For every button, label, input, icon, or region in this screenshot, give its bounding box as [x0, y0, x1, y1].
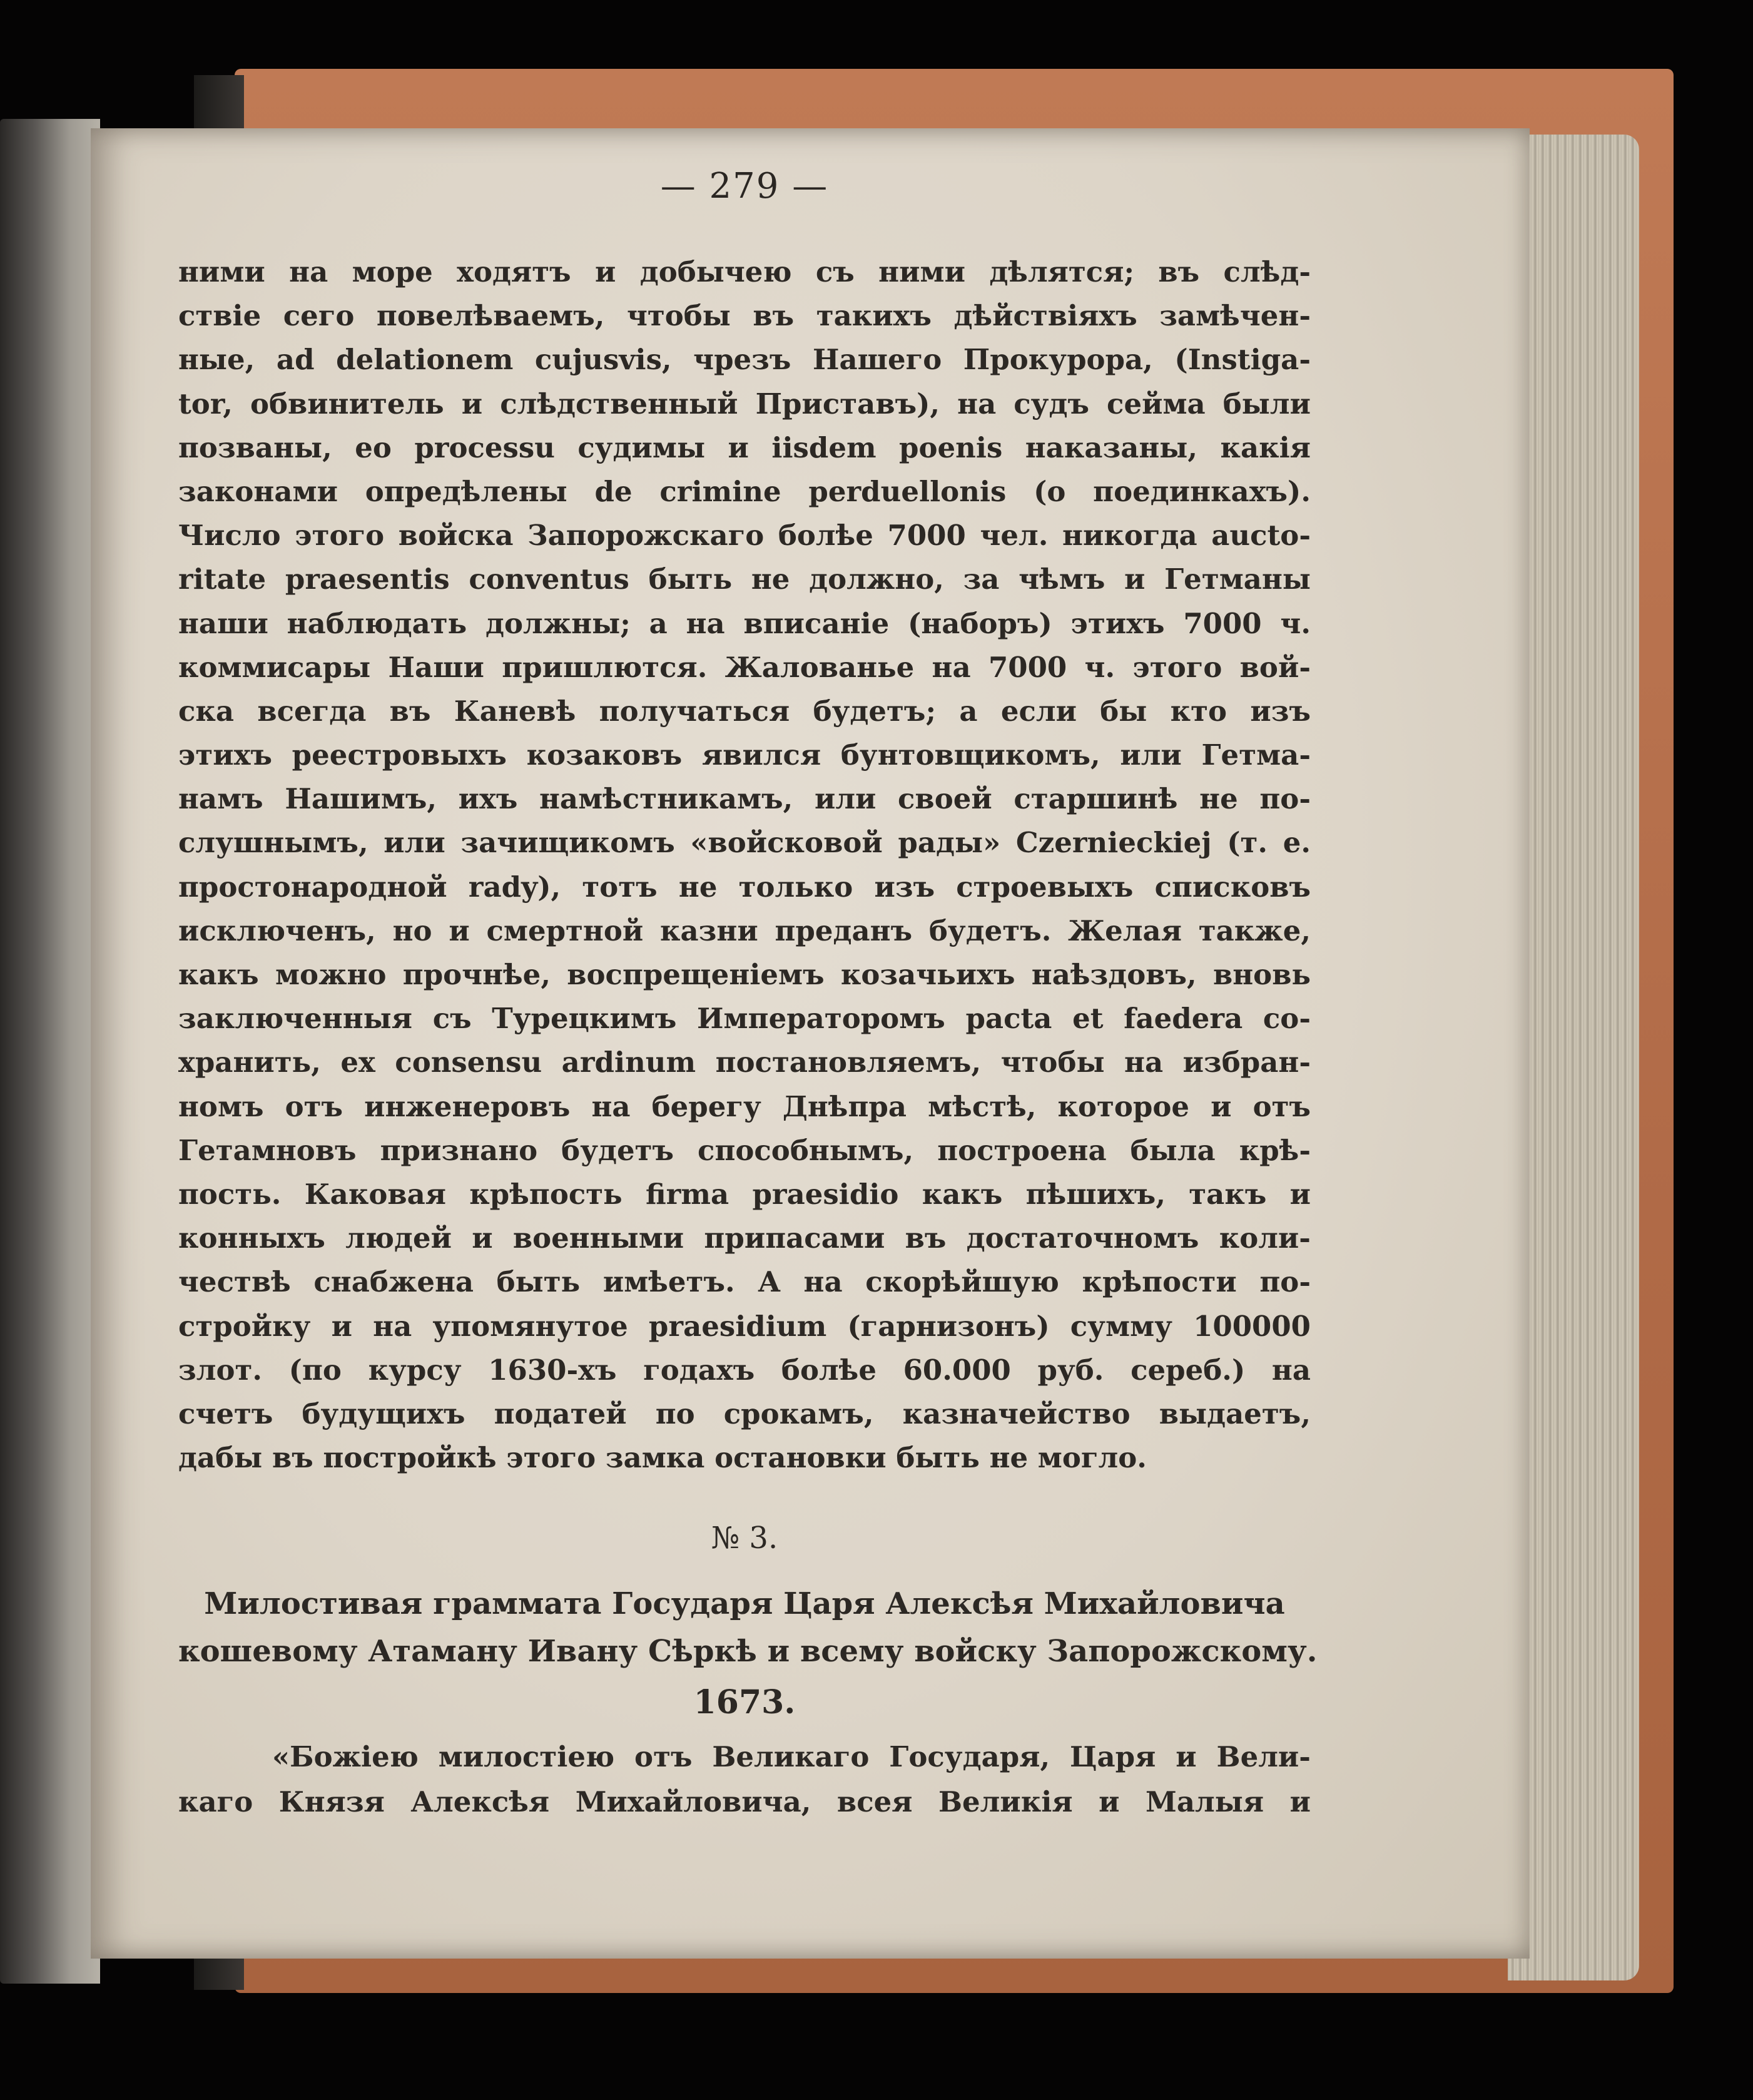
text-line: «Божіею милостіею отъ Великаго Государя, Царя и Вели- — [272, 1740, 1311, 1773]
document-title-line: Милостивая граммата Государя Царя Алексѣя Михайловича — [204, 1586, 1285, 1621]
text-line: Число этого войска Запорожскаго болѣе 7000 чел. никогда aucto- — [178, 519, 1311, 553]
text-line: этихъ реестровыхъ козаковъ явился бунтовщикомъ, или Гетма- — [178, 738, 1311, 772]
document-year: 1673. — [693, 1683, 796, 1721]
text-line: заключенныя съ Турецкимъ Императоромъ pacta et faedera со- — [178, 1002, 1311, 1036]
document-opening-text — [178, 1735, 1311, 1825]
text-line: наши наблюдать должны; а на вписаніе (наборъ) этихъ 7000 ч. — [178, 606, 1311, 640]
text-line: ritate praesentis conventus быть не должно, за чѣмъ и Гетманы — [178, 563, 1311, 596]
text-line: конныхъ людей и военными припасами въ достаточномъ коли- — [178, 1221, 1311, 1255]
text-line: слушнымъ, или зачищикомъ «войсковой рады» Czernieckiej (т. е. — [178, 826, 1311, 860]
text-line: ные, ad delationem cujusvis, чрезъ Нашего Прокурора, (Instiga- — [178, 343, 1311, 377]
document-title-line: кошевому Атаману Ивану Сѣркѣ и всему войску Запорожскому. — [178, 1634, 1318, 1669]
page-number: — 279 — — [660, 166, 829, 206]
text-line: ска всегда въ Каневѣ получаться будетъ; а если бы кто изъ — [178, 694, 1311, 728]
text-line: tor, обвинитель и слѣдственный Приставъ), на судъ сейма были — [178, 387, 1311, 421]
text-line: коммисары Наши пришлются. Жалованье на 7000 ч. этого вой- — [178, 650, 1311, 684]
text-line: исключенъ, но и смертной казни преданъ будетъ. Желая также, — [178, 914, 1311, 947]
text-line: злот. (по курсу 1630-хъ годахъ болѣе 60.000 руб. сереб.) на — [178, 1353, 1311, 1387]
text-line: счетъ будущихъ податей по срокамъ, казначейство выдаетъ, — [178, 1397, 1311, 1430]
text-line: номъ отъ инженеровъ на берегу Днѣпра мѣстѣ, которое и отъ — [178, 1089, 1311, 1123]
body-text — [178, 250, 1311, 1480]
text-line: простонародной rady), тотъ не только изъ строевыхъ списковъ — [178, 870, 1311, 904]
facing-page-edge — [0, 119, 100, 1984]
text-line: чествѣ снабжена быть имѣетъ. А на скорѣйшую крѣпости по- — [178, 1265, 1311, 1299]
text-line: законами опредѣлены de crimine perduellonis (о поединкахъ). — [178, 474, 1311, 508]
text-line: ствіе сего повелѣваемъ, чтобы въ такихъ дѣйствіяхъ замѣчен- — [178, 299, 1311, 333]
text-line: пость. Каковая крѣпость firma praesidio какъ пѣшихъ, такъ и — [178, 1177, 1311, 1211]
text-line: позваны, eo processu судимы и iisdem poenis наказаны, какія — [178, 431, 1311, 464]
text-line: ними на море ходятъ и добычею съ ними дѣлятся; въ слѣд- — [178, 255, 1311, 288]
text-line: намъ Нашимъ, ихъ намѣстникамъ, или своей старшинѣ не по- — [178, 782, 1311, 816]
document-title — [178, 1580, 1318, 1675]
text-line: какъ можно прочнѣе, воспрещеніемъ козачьихъ наѣздовъ, вновь — [178, 958, 1311, 991]
text-line: хранить, ex consensu ardinum постановляемъ, чтобы на избран- — [178, 1046, 1311, 1079]
text-line: каго Князя Алексѣя Михайловича, всея Великія и Малыя и — [178, 1785, 1311, 1818]
document-number: № 3. — [711, 1521, 778, 1556]
text-line: Гетамновъ признано будетъ способнымъ, построена была крѣ- — [178, 1133, 1311, 1167]
text-line: стройку и на упомянутое praesidium (гарнизонъ) сумму 100000 — [178, 1309, 1311, 1343]
text-line: дабы въ постройкѣ этого замка остановки быть не могло. — [178, 1441, 1147, 1475]
